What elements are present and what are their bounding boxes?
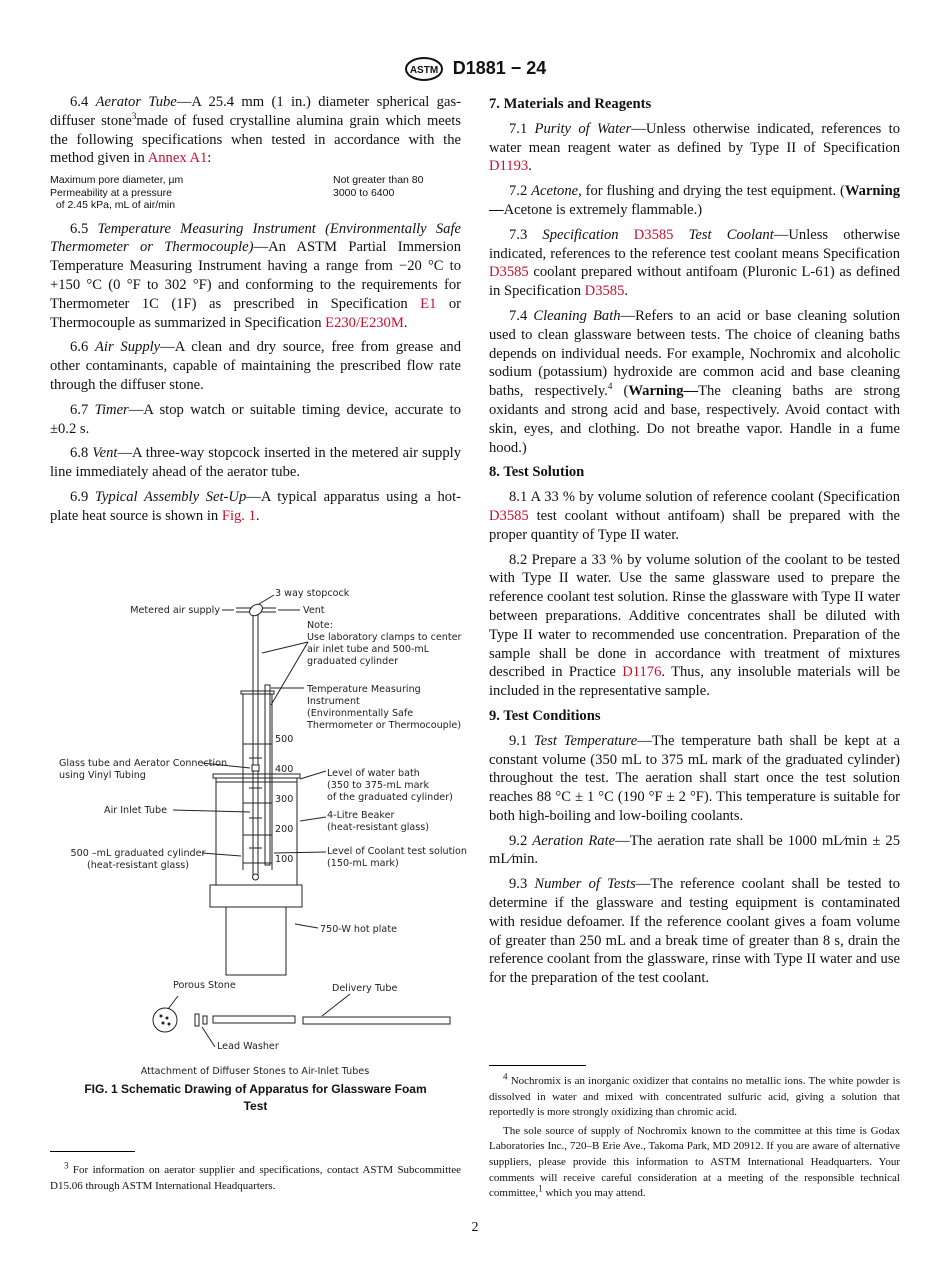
label-beaker: (heat-resistant glass) <box>327 822 430 833</box>
text-run: . <box>255 507 260 524</box>
footnotes-right <box>489 1071 900 1205</box>
label-temperature: Instrument <box>307 696 360 707</box>
footnote <box>489 1124 900 1202</box>
text-run: Nochromix is an inorganic oxidizer that contains no metallic ions. The white powder is dissolved in water and mixed with concentrated sulfuric acid, giving a solution that reportedly is more strongly oxidizing than chromic acid. <box>489 1075 900 1119</box>
caption-line: FIG. 1 Schematic Drawing of Apparatus for Glassware Foam <box>84 1082 427 1096</box>
text-run: coolant prepared without antifoam (Pluronic L-61) as defined in Specification <box>489 264 900 300</box>
text-run: —The reference coolant shall be tested to determine if the glassware and testing equipment is contaminated with residue defoamer. If the reference coolant gives a foam volume of greater than 250 mL and a break time of greater than 8 s, drain the reference coolant from the glassware, rinse with Type II water and use for the preparation of the test coolant. <box>489 876 900 987</box>
spec-value: 3000 to 6400 <box>333 186 395 199</box>
label-porous-stone: Porous Stone <box>173 980 236 991</box>
mark-500: 500 <box>275 734 294 745</box>
text-run: For information on aerator supplier and specifications, contact ASTM Subcommittee D15.06 through ASTM International Headquarters. <box>50 1164 461 1192</box>
text-run: —The aeration rate shall be 1000 mL⁄min ± 25 mL⁄min. <box>489 832 901 868</box>
reference-link[interactable]: E230/E230M <box>325 314 404 331</box>
reference-link[interactable]: D1176 <box>622 664 662 681</box>
paragraph <box>489 307 900 457</box>
text-run: —A stop watch or suitable timing device, accurate to ±0.2 s. <box>50 401 461 437</box>
paragraph <box>489 182 900 220</box>
paragraph <box>489 732 900 826</box>
text-run: —A typical apparatus using a hot-plate heat source is shown in <box>50 489 462 524</box>
text-run: The cleaning baths are strong oxidants and strong acid and base, respectively. Avoid contact with skin, eyes, and clothing. Do not breathe vapor. Handle in a fume hood.) <box>489 383 900 456</box>
paragraph <box>489 875 900 988</box>
label-cylinder: 500 –mL graduated cylinder <box>70 848 206 859</box>
label-temperature: Thermometer or Thermocouple) <box>307 720 462 731</box>
text-run: Test Coolant <box>673 226 774 243</box>
label-stopcock: 3 way stopcock <box>275 588 350 599</box>
figure-caption <box>50 1081 461 1115</box>
text-run: Temperature Measuring Instrument (Environmentally Safe Thermometer or Thermocouple) <box>50 220 461 256</box>
text-run: Purity of Water <box>534 120 632 137</box>
footnotes-left <box>50 1160 461 1197</box>
label-note: Use laboratory clamps to center <box>307 632 462 643</box>
label-hot-plate: 750-W hot plate <box>320 924 397 935</box>
reference-link[interactable]: D3585 <box>584 283 625 300</box>
paragraph <box>489 832 900 870</box>
paragraph <box>50 93 461 168</box>
mark-300: 300 <box>275 794 294 805</box>
mark-400: 400 <box>275 764 294 775</box>
text-run: Number of Tests <box>534 876 636 893</box>
footnote-marker: 1 <box>538 1183 543 1194</box>
mark-100: 100 <box>275 854 294 865</box>
svg-text:ASTM: ASTM <box>409 65 438 76</box>
porous-stone <box>153 996 178 1032</box>
label-coolant: Level of Coolant test solution <box>327 846 468 857</box>
text-run: . <box>403 314 408 331</box>
label-water-bath: Level of water bath <box>327 768 420 779</box>
label-note: graduated cylinder <box>307 656 399 667</box>
label-note: Note: <box>307 620 333 631</box>
footnote-marker: 4 <box>503 1071 508 1082</box>
text-run: Typical Assembly Set-Up <box>94 489 247 506</box>
text-run: 6.7 <box>70 401 95 418</box>
label-temperature: (Environmentally Safe <box>307 708 414 719</box>
text-run: Cleaning Bath <box>533 307 621 324</box>
page-header <box>0 56 950 82</box>
label-air-supply: Metered air supply <box>130 605 220 616</box>
reference-link[interactable]: Fig. 1 <box>221 507 256 524</box>
spec-label: Maximum pore diameter, µm <box>50 174 184 187</box>
text-run: Air Supply <box>95 339 161 356</box>
paragraph <box>489 120 900 176</box>
arrow <box>259 595 274 604</box>
text-run: or Thermocouple as summarized in Specification <box>50 295 462 331</box>
text-run: : <box>207 150 212 167</box>
text-run: 6.6 <box>70 339 96 356</box>
text-run: —A 25.4 mm (1 in.) diameter spherical gas-diffuser stone <box>50 94 461 129</box>
delivery-tube <box>303 1017 450 1024</box>
reference-link[interactable]: Annex A1 <box>147 150 208 167</box>
text-run: —Unless otherwise indicated, references to water mean reagent water as defined by Type II of Specification <box>489 120 900 156</box>
footnote-marker: 3 <box>131 110 137 121</box>
section-heading <box>489 95 900 114</box>
label-attachment: Attachment of Diffuser Stones to Air-Inlet Tubes <box>140 1066 370 1077</box>
text-run: 6.4 <box>70 94 96 110</box>
label-glass-tube: using Vinyl Tubing <box>59 770 146 781</box>
text-run: Acetone, <box>531 183 582 200</box>
text-run: 8.1 A 33 % by volume solution of reference coolant (Specification <box>509 489 900 506</box>
text-run: . <box>624 283 629 300</box>
label-glass-tube: Glass tube and Aerator Connection <box>59 758 228 769</box>
footnote-divider <box>50 1151 135 1152</box>
reference-link[interactable]: D3585 <box>633 226 674 243</box>
text-run: which you may attend. <box>542 1187 646 1200</box>
text-run: 7.2 <box>509 183 532 200</box>
text-run: 6.9 <box>70 489 95 506</box>
text-run: 9.1 <box>509 732 534 749</box>
text-run: 8. Test Solution <box>489 464 585 481</box>
text-run: —A clean and dry source, free from grease and other contaminants, capable of maintaining the prescribed flow rate through the diffuser stone. <box>50 339 461 394</box>
label-temperature: Temperature Measuring <box>307 684 421 695</box>
label-note: air inlet tube and 500-mL <box>307 644 430 655</box>
document-designation: D1881 − 24 <box>452 57 547 78</box>
text-run: Aerator Tube <box>95 94 177 110</box>
footnote-marker: 4 <box>607 381 613 392</box>
text-run: Timer <box>94 401 129 418</box>
specification-table <box>50 174 461 212</box>
footnote-marker: 3 <box>64 1160 69 1171</box>
text-run: Acetone is extremely flammable.) <box>503 201 703 218</box>
text-run: 9. Test Conditions <box>489 707 601 724</box>
text-run: 6.5 <box>70 220 98 237</box>
spec-label: Permeability at a pressure of 2.45 kPa, mL of air/min <box>50 186 176 212</box>
reference-link[interactable]: D3585 <box>489 264 529 281</box>
text-run: . Thus, any insoluble materials will be included in the representative sample. <box>489 664 901 700</box>
mark-200: 200 <box>275 824 294 835</box>
stopcock-icon <box>236 602 276 618</box>
reference-link[interactable]: E1 <box>420 295 437 312</box>
text-run: —Unless otherwise indicated, references to the reference test coolant means Specification <box>489 226 900 262</box>
apparatus-figure <box>50 575 470 1080</box>
air-inlet-tube <box>249 615 262 880</box>
spec-value: Not greater than 80 <box>333 174 424 187</box>
lead-washer <box>195 1014 215 1047</box>
text-run: —The temperature bath shall be kept at a constant volume (350 mL to 375 mL mark of the graduated cylinder) throughout the test. The aeration shall start once the test solution reaches 88 °C ± 1 °C (190 °F ± 2 °F). This temperature is suitable for both high-boiling and low-boiling coolants. <box>489 732 900 824</box>
text-run: 9.2 <box>509 832 533 849</box>
caption-line: Test <box>243 1099 268 1113</box>
reference-link[interactable]: D1193 <box>489 158 529 175</box>
footnote-divider <box>489 1065 586 1066</box>
section-heading <box>489 707 900 726</box>
text-run: . <box>528 158 532 175</box>
astm-logo-icon <box>404 56 444 82</box>
page-number: 2 <box>471 1220 479 1235</box>
text-run: 7. Materials and Reagents <box>489 96 652 112</box>
label-air-inlet: Air Inlet Tube <box>104 805 167 816</box>
air-inlet-tube-piece <box>213 1016 295 1023</box>
text-run: The sole source of supply of Nochromix known to the committee at this time is Godax Laboratories Inc., 720–B Erie Ave., Takoma Park, MD 20912. If you are aware of alternative suppliers, please provide this information to ASTM International Headquarters. Your comments will receive careful consideration at a meeting of the responsible technical committee, <box>489 1124 900 1200</box>
right-column <box>489 93 900 994</box>
text-run: for flushing and drying the test equipment. ( <box>581 183 845 200</box>
section-heading <box>489 463 900 482</box>
text-run: 7.4 <box>509 307 534 324</box>
paragraph <box>489 226 900 301</box>
paragraph <box>50 488 461 526</box>
text-run: Warning— <box>628 383 699 400</box>
footnote <box>489 1071 900 1121</box>
text-run: 7.1 <box>509 120 535 137</box>
label-lead-washer: Lead Washer <box>217 1041 279 1052</box>
paragraph <box>50 444 461 482</box>
label-beaker: 4-Litre Beaker <box>327 810 395 821</box>
label-coolant: (150-mL mark) <box>327 858 399 869</box>
label-vent: Vent <box>303 605 325 616</box>
paragraph <box>489 488 900 544</box>
label-water-bath: of the graduated cylinder) <box>327 792 453 803</box>
paragraph <box>50 401 461 439</box>
text-run: ( <box>612 383 629 400</box>
paragraph <box>50 338 461 394</box>
text-run: —An ASTM Partial Immersion Temperature Measuring Instrument having a range from −20 °C to +150 °C (0 °F to 302 °F) and conforming to the requirements for Thermometer 1C (1F) as prescribed in Specification <box>50 239 461 312</box>
paragraph <box>50 220 461 333</box>
reference-link[interactable]: D3585 <box>489 507 529 524</box>
temperature-instrument <box>265 685 304 865</box>
text-run: Warning— <box>489 183 901 218</box>
text-run: Test Temperature <box>533 732 638 749</box>
text-run: Specification <box>542 226 634 243</box>
text-run: 6.8 <box>70 445 93 462</box>
label-water-bath: (350 to 375-mL mark <box>327 780 430 791</box>
text-run: —Refers to an acid or base cleaning solution used to clean glassware between tests. The choice of cleaning baths depends on individual needs. For example, Nochromix and alcoholic sodium (potassium) hydroxide are common acid and base cleaning baths, respectively. <box>489 307 900 400</box>
footnote <box>50 1160 461 1194</box>
text-run: 8.2 Prepare a 33 % by volume solution of the coolant to be tested with Type II water. Use the same glassware used to prepare the reference coolant test solution. Rinse the glassware with Type II water between preparations. Additive concentrates shall be diluted with Type II water to recommended use concentration. Preparation of the sample shall be done in accordance with treatment of mixtures described in Practice <box>489 551 900 681</box>
paragraph <box>489 551 900 701</box>
hot-plate <box>210 885 302 975</box>
text-run: 7.3 <box>509 226 543 243</box>
text-run: Aeration Rate <box>532 832 616 849</box>
label-delivery-tube: Delivery Tube <box>332 983 398 994</box>
text-run: made of fused crystalline alumina grain which meets the following specifications when tested in accordance with the method given in <box>50 112 461 167</box>
text-run: Vent <box>92 445 118 462</box>
text-run: 9.3 <box>509 876 535 893</box>
text-run: test coolant without antifoam) shall be prepared with the proper quantity of Type II water. <box>489 507 900 543</box>
label-cylinder: (heat-resistant glass) <box>86 860 190 871</box>
left-column <box>50 93 461 532</box>
text-run: —A three-way stopcock inserted in the metered air supply line immediately ahead of the aerator tube. <box>50 445 462 481</box>
